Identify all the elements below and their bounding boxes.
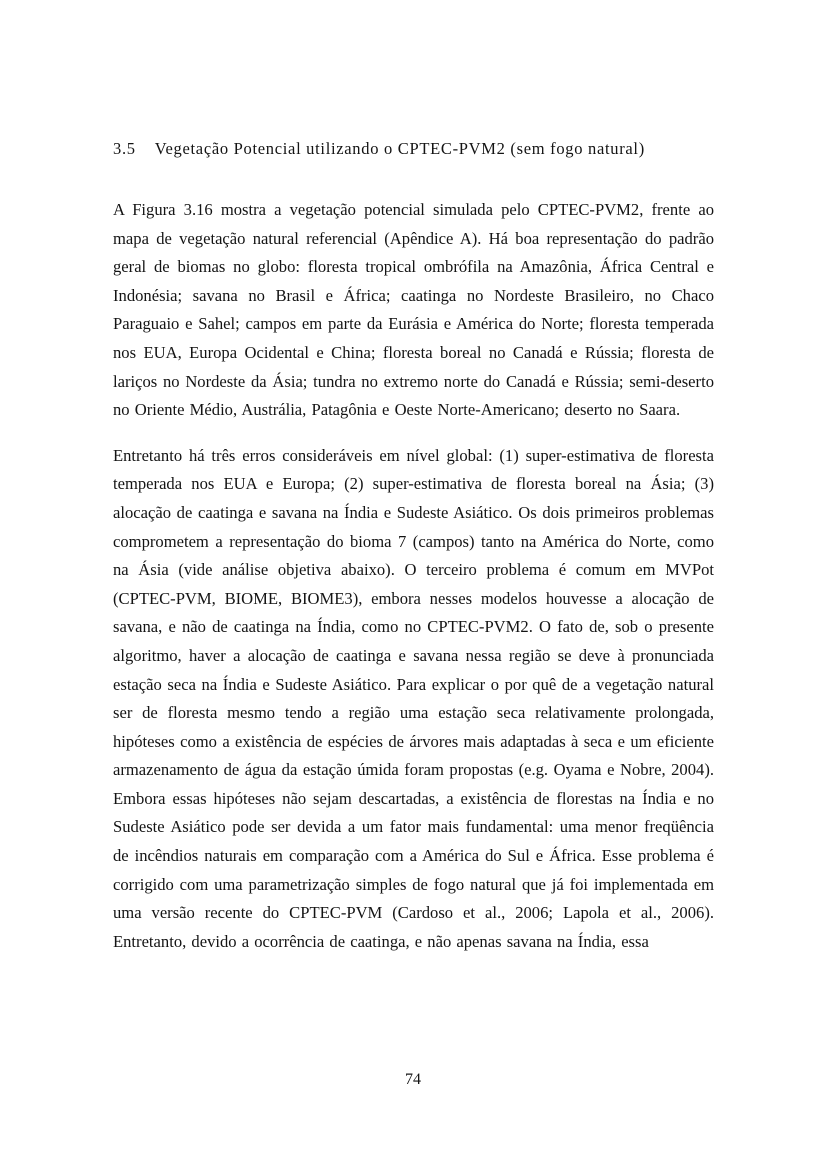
paragraph-2: Entretanto há três erros consideráveis em nível global: (1) super-estimativa de floresta temperada nos EUA e Europa; (2) super-estimativa de floresta boreal na Ásia; (3) alocação de caatinga e savana na Índia e Sudeste Asiático. Os dois primeiros problemas comprometem a representação do bioma 7 (campos) tanto na América do Norte, como na Ásia (vide análise objetiva abaixo). O terceiro problema é comum em MVPot (CPTEC-PVM, BIOME, BIOME3), embora nesses modelos houvesse a alocação de savana, e não de caatinga na Índia, como no CPTEC-PVM2. O fato de, sob o presente algoritmo, haver a alocação de caatinga e savana nessa região se deve à pronunciada estação seca na Índia e Sudeste Asiático. Para explicar o por quê de a vegetação natural ser de floresta mesmo tendo a região uma estação seca relativamente prolongada, hipóteses como a existência de espécies de árvores mais adaptadas à seca e um eficiente armazenamento de água da estação úmida foram propostas (e.g. Oyama e Nobre, 2004). Embora essas hipóteses não sejam descartadas, a existência de florestas na Índia e no Sudeste Asiático pode ser devida a um fator mais fundamental: uma menor freqüência de incêndios naturais em comparação com a América do Sul e África. Esse problema é corrigido com uma parametrização simples de fogo natural que já foi implementada em uma versão recente do CPTEC-PVM (Cardoso et al., 2006; Lapola et al., 2006). Entretanto, devido a ocorrência de caatinga, e não apenas savana na Índia, essa: [113, 445, 714, 951]
page-content: [113, 139, 714, 973]
page-number: 74: [405, 1071, 421, 1088]
section-number: 3.5: [113, 139, 136, 158]
section-title: Vegetação Potencial utilizando o CPTEC-PVM2 (sem fogo natural): [154, 139, 645, 158]
paragraph-1: A Figura 3.16 mostra a vegetação potencial simulada pelo CPTEC-PVM2, frente ao mapa de vegetação natural referencial (Apêndice A). Há boa representação do padrão geral de biomas no globo: floresta tropical ombrófila na Amazônia, África Central e Indonésia; savana no Brasil e África; caatinga no Nordeste Brasileiro, no Chaco Paraguaio e Sahel; campos em parte da Eurásia e América do Norte; floresta temperada nos EUA, Europa Ocidental e China; floresta boreal no Canadá e Rússia; floresta de lariços no Nordeste da Ásia; tundra no extremo norte do Canadá e Rússia; semi-deserto no Oriente Médio, Austrália, Patagônia e Oeste Norte-Americano; deserto no Saara.: [113, 200, 714, 420]
section-heading: [113, 139, 714, 159]
